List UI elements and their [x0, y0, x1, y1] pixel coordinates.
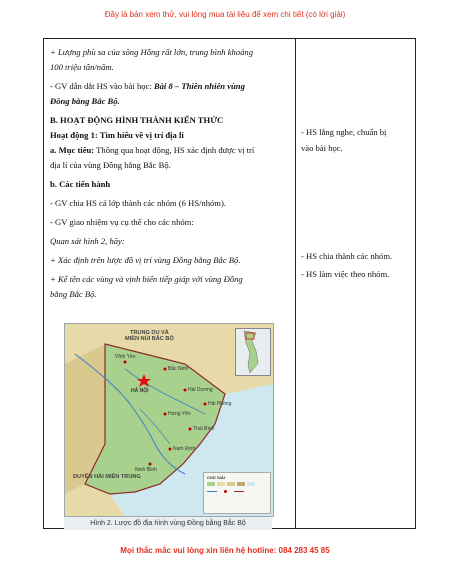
map-legend [203, 472, 271, 514]
vietnam-inset-map [235, 328, 271, 376]
student-groups: - HS chia thành các nhóm. [301, 251, 393, 261]
terrain-map [64, 323, 274, 517]
city-dot [169, 448, 172, 451]
alluvium-line-1: + Lượng phù sa của sông Hồng rất lớn, trung bình khoảng [50, 47, 253, 57]
lesson-table [43, 38, 416, 529]
lesson-intro-prefix: - GV dẫn dắt HS vào bài học: [50, 81, 154, 91]
teacher-activity-column [50, 45, 290, 302]
legend-swatch [217, 482, 225, 486]
city-dot [124, 361, 127, 364]
lesson-title: Bài 8 – Thiên nhiên vùng [153, 81, 245, 91]
city-dot [149, 463, 152, 466]
contact-notice: Mọi thắc mắc vui lòng xin liên hệ hotline: 084 283 45 85 [120, 546, 330, 555]
border-symbol [234, 491, 244, 492]
section-b-heading: B. HOẠT ĐỘNG HÌNH THÀNH KIẾN THỨC [50, 115, 224, 125]
city-label: Vĩnh Yên [115, 354, 136, 360]
task-name-neighbors-2: bằng Bắc Bộ. [50, 289, 97, 299]
city-label: Hải Dương [188, 387, 213, 393]
task-locate: + Xác định trên lược đồ vị trí vùng Đồng bằng Bắc Bộ. [50, 255, 241, 265]
legend-swatch [247, 482, 255, 486]
lesson-title-2: Đồng bằng Bắc Bộ. [50, 96, 120, 106]
step-observe: Quan sát hình 2, hãy: [50, 236, 125, 246]
goal-line [50, 143, 290, 158]
preview-notice: Đây là bản xem thử, vui lòng mua tài liệu để xem chi tiết (có lời giải) [104, 10, 346, 19]
map-caption: Hình 2. Lược đồ địa hình vùng Đồng bằng Bắc Bộ [64, 517, 272, 530]
city-symbol [224, 490, 227, 493]
lesson-intro [50, 79, 290, 94]
goal-label: a. Mục tiêu: [50, 145, 95, 155]
city-label: Ninh Bình [135, 467, 157, 473]
region-north-line-2: MIỀN NÚI BẮC BỘ [125, 336, 174, 342]
goal-text: Thông qua hoạt động, HS xác định được vị trí [94, 145, 255, 155]
city-dot [184, 389, 187, 392]
student-work: - HS làm việc theo nhóm. [301, 269, 390, 279]
legend-swatch [207, 482, 215, 486]
column-divider [295, 39, 296, 528]
region-north-label [125, 330, 174, 342]
activity-heading: Hoạt động 1: Tìm hiểu về vị trí địa lí [50, 130, 184, 140]
step-divide-groups: - GV chia HS cả lớp thành các nhóm (6 HS/nhóm). [50, 198, 226, 208]
city-dot [164, 413, 167, 416]
inset-graphic [236, 329, 270, 375]
goal-line-2: địa lí của vùng Đồng bằng Bắc Bộ. [50, 160, 171, 170]
process-heading: b. Các tiến hành [50, 179, 111, 189]
legend-swatch [237, 482, 245, 486]
city-dot [204, 403, 207, 406]
student-listen-2: vào bài học. [301, 143, 343, 153]
step-assign-tasks: - GV giao nhiệm vụ cụ thể cho các nhóm: [50, 217, 194, 227]
student-listen: - HS lắng nghe, chuẩn bị [301, 127, 387, 137]
river-symbol [207, 491, 217, 492]
city-label: Bắc Ninh [168, 366, 189, 372]
alluvium-line-2: 100 triệu tấn/năm. [50, 62, 114, 72]
legend-title: CHÚ GIẢI [207, 475, 225, 480]
city-label: Hải Phòng [208, 401, 232, 407]
legend-swatch [227, 482, 235, 486]
region-south-label: DUYÊN HẢI MIỀN TRUNG [73, 474, 141, 480]
legend-symbols [204, 486, 270, 497]
task-name-neighbors: + Kể tên các vùng và vịnh biển tiếp giáp với vùng Đồng [50, 274, 243, 284]
city-label: Thái Bình [193, 426, 215, 432]
city-dot [164, 368, 167, 371]
capital-label: HÀ NỘI [131, 388, 149, 394]
region-north-line-1: TRUNG DU VÀ [129, 330, 169, 336]
city-label: Hưng Yên [168, 411, 191, 417]
city-label: Nam Định [173, 446, 196, 452]
city-dot [189, 428, 192, 431]
